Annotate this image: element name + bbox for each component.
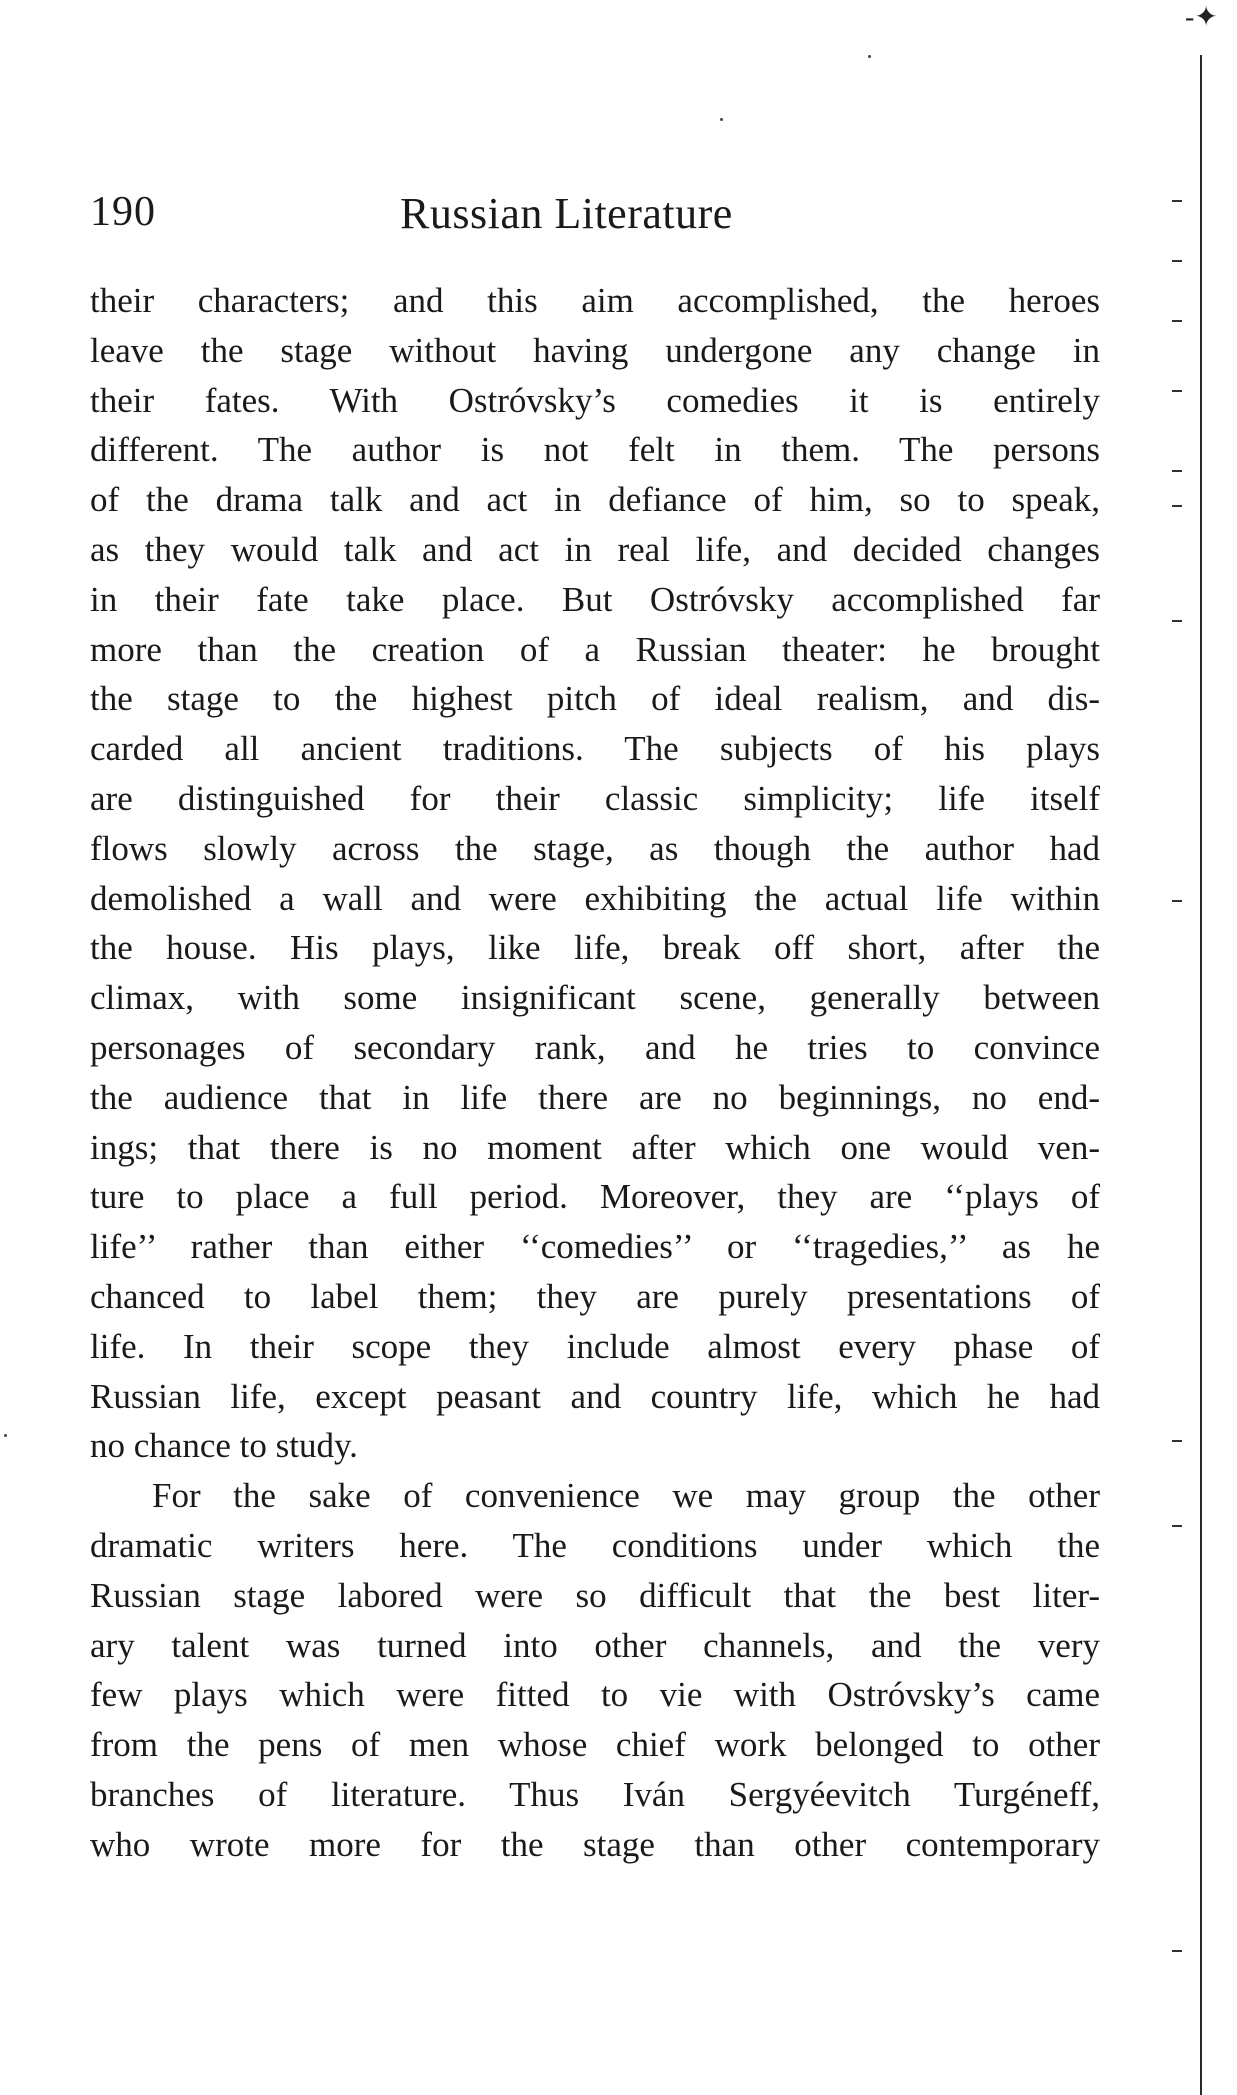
text-line: personages of secondary rank, and he tries to convince [90, 1027, 1100, 1067]
text-line: are distinguished for their classic simplicity; life itself [90, 778, 1100, 818]
margin-tick [1172, 505, 1182, 507]
running-head [90, 188, 1100, 248]
text-line: leave the stage without having undergone any change in [90, 330, 1100, 370]
margin-tick [1172, 620, 1182, 622]
text-line: the house. His plays, like life, break off short, after the [90, 928, 1100, 968]
text-line: Russian stage labored were so difficult that the best liter- [90, 1575, 1100, 1615]
scan-speck [4, 1434, 7, 1437]
margin-tick [1172, 320, 1182, 322]
text-line: ary talent was turned into other channels, and the very [90, 1625, 1100, 1665]
text-line: who wrote more for the stage than other contemporary [90, 1824, 1100, 1864]
margin-tick [1172, 1950, 1182, 1952]
text-line: their fates. With Ostróvsky’s comedies it is entirely [90, 380, 1100, 420]
body-text [90, 276, 1100, 1870]
text-line: ings; that there is no moment after which one would ven- [90, 1127, 1100, 1167]
text-line: from the pens of men whose chief work belonged to other [90, 1725, 1100, 1765]
text-line: ture to place a full period. Moreover, they are ‘‘plays of [90, 1177, 1100, 1217]
text-line: different. The author is not felt in them. The persons [90, 430, 1100, 470]
text-line: flows slowly across the stage, as though the author had [90, 828, 1100, 868]
text-line: chanced to label them; they are purely presentations of [90, 1276, 1100, 1316]
margin-tick [1172, 1440, 1182, 1442]
text-line: life. In their scope they include almost every phase of [90, 1326, 1100, 1366]
scan-speck [720, 118, 723, 121]
text-line: the stage to the highest pitch of ideal realism, and dis- [90, 679, 1100, 719]
page-number: 190 [90, 189, 156, 235]
margin-tick [1172, 900, 1182, 902]
text-line: the audience that in life there are no beginnings, no end- [90, 1077, 1100, 1117]
scan-speck [868, 55, 871, 58]
text-line: no chance to study. [90, 1426, 358, 1466]
text-line: dramatic writers here. The conditions under which the [90, 1525, 1100, 1565]
text-line: as they would talk and act in real life, and decided changes [90, 529, 1100, 569]
text-line: climax, with some insignificant scene, generally between [90, 978, 1100, 1018]
text-line: branches of literature. Thus Iván Sergyéevitch Turgéneff, [90, 1774, 1100, 1814]
margin-tick [1172, 200, 1182, 202]
paragraph-start-line: For the sake of convenience we may group the other [152, 1476, 1100, 1516]
margin-rule [1200, 55, 1202, 2095]
margin-tick [1172, 260, 1182, 262]
text-line: demolished a wall and were exhibiting the actual life within [90, 878, 1100, 918]
corner-mark: -✦ [1185, 2, 1218, 33]
text-line: their characters; and this aim accomplished, the heroes [90, 281, 1100, 320]
running-title: Russian Literature [400, 189, 733, 238]
text-line: life’’ rather than either ‘‘comedies’’ or ‘‘tragedies,’’ as he [90, 1227, 1100, 1267]
margin-tick [1172, 1525, 1182, 1527]
text-line: more than the creation of a Russian theater: he brought [90, 629, 1100, 669]
text-line: Russian life, except peasant and country life, which he had [90, 1376, 1100, 1416]
text-line: in their fate take place. But Ostróvsky accomplished far [90, 579, 1100, 619]
text-line: of the drama talk and act in defiance of him, so to speak, [90, 480, 1100, 520]
margin-tick [1172, 390, 1182, 392]
text-line: carded all ancient traditions. The subjects of his plays [90, 729, 1100, 769]
text-line: few plays which were fitted to vie with Ostróvsky’s came [90, 1675, 1100, 1715]
margin-tick [1172, 470, 1182, 472]
